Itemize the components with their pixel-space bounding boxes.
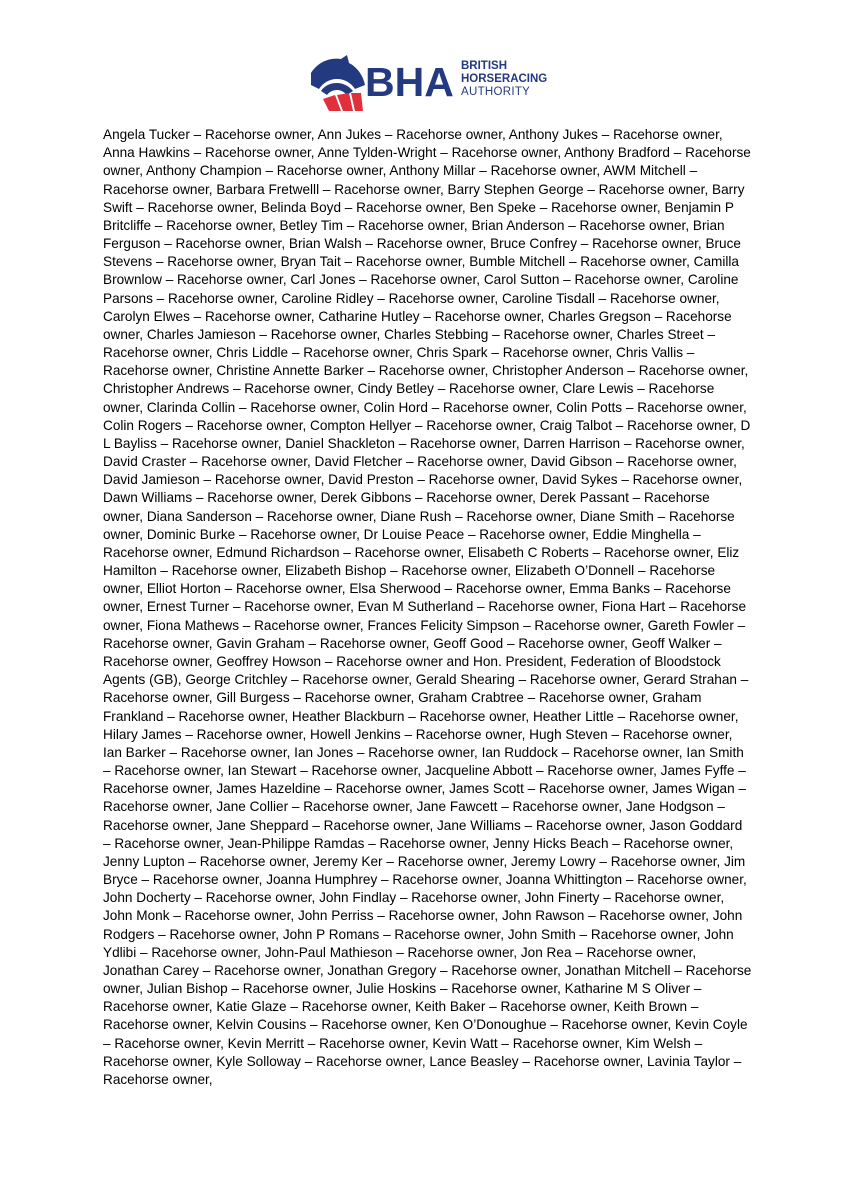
bha-logo xyxy=(307,55,547,111)
logo-line-authority: AUTHORITY xyxy=(461,86,531,98)
horse-head-icon xyxy=(307,55,371,111)
owners-list-paragraph: Angela Tucker – Racehorse owner, Ann Jukes – Racehorse owner, Anthony Jukes – Racehorse owner, Anna Hawkins – Racehorse owner, Anne Tylden-Wright – Racehorse owner, Anthony Bradford – Racehorse owner, Anthony Champion – Racehorse owner, Anthony Millar – Racehorse owner, AWM Mitchell – Racehorse owner, Barbara Fretwelll – Racehorse owner, Barry Stephen George – Racehorse owner, Barry Swift – Racehorse owner, Belinda Boyd – Racehorse owner, Ben Speke – Racehorse owner, Benjamin P Britcliffe – Racehorse owner, Betley Tim – Racehorse owner, Brian Anderson – Racehorse owner, Brian Ferguson – Racehorse owner, Brian Walsh – Racehorse owner, Bruce Confrey – Racehorse owner, Bruce Stevens – Racehorse owner, Bryan Tait – Racehorse owner, Bumble Mitchell – Racehorse owner, Camilla Brownlow – Racehorse owner, Carl Jones – Racehorse owner, Carol Sutton – Racehorse owner, Caroline Parsons – Racehorse owner, Caroline Ridley – Racehorse owner, Caroline Tisdall – Racehorse owner, Carolyn Elwes – Racehorse owner, Catharine Hutley – Racehorse owner, Charles Gregson – Racehorse owner, Charles Jamieson – Racehorse owner, Charles Stebbing – Racehorse owner, Charles Street – Racehorse owner, Chris Liddle – Racehorse owner, Chris Spark – Racehorse owner, Chris Vallis – Racehorse owner, Christine Annette Barker – Racehorse owner, Christopher Anderson – Racehorse owner, Christopher Andrews – Racehorse owner, Cindy Betley – Racehorse owner, Clare Lewis – Racehorse owner, Clarinda Collin – Racehorse owner, Colin Hord – Racehorse owner, Colin Potts – Racehorse owner, Colin Rogers – Racehorse owner, Compton Hellyer – Racehorse owner, Craig Talbot – Racehorse owner, D L Bayliss – Racehorse owner, Daniel Shackleton – Racehorse owner, Darren Harrison – Racehorse owner, David Craster – Racehorse owner, David Fletcher – Racehorse owner, David Gibson – Racehorse owner, David Jamieson – Racehorse owner, David Preston – Racehorse owner, David Sykes – Racehorse owner, Dawn Williams – Racehorse owner, Derek Gibbons – Racehorse owner, Derek Passant – Racehorse owner, Diana Sanderson – Racehorse owner, Diane Rush – Racehorse owner, Diane Smith – Racehorse owner, Dominic Burke – Racehorse owner, Dr Louise Peace – Racehorse owner, Eddie Minghella – Racehorse owner, Edmund Richardson – Racehorse owner, Elisabeth C Roberts – Racehorse owner, Eliz Hamilton – Racehorse owner, Elizabeth Bishop – Racehorse owner, Elizabeth O’Donnell – Racehorse owner, Elliot Horton – Racehorse owner, Elsa Sherwood – Racehorse owner, Emma Banks – Racehorse owner, Ernest Turner – Racehorse owner, Evan M Sutherland – Racehorse owner, Fiona Hart – Racehorse owner, Fiona Mathews – Racehorse owner, Frances Felicity Simpson – Racehorse owner, Gareth Fowler – Racehorse owner, Gavin Graham – Racehorse owner, Geoff Good – Racehorse owner, Geoff Walker – Racehorse owner, Geoffrey Howson – Racehorse owner and Hon. President, Federation of Bloodstock Agents (GB), George Critchley – Racehorse owner, Gerald Shearing – Racehorse owner, Gerard Strahan – Racehorse owner, Gill Burgess – Racehorse owner, Graham Crabtree – Racehorse owner, Graham Frankland – Racehorse owner, Heather Blackburn – Racehorse owner, Heather Little – Racehorse owner, Hilary James – Racehorse owner, Howell Jenkins – Racehorse owner, Hugh Steven – Racehorse owner, Ian Barker – Racehorse owner, Ian Jones – Racehorse owner, Ian Ruddock – Racehorse owner, Ian Smith – Racehorse owner, Ian Stewart – Racehorse owner, Jacqueline Abbott – Racehorse owner, James Fyffe – Racehorse owner, James Hazeldine – Racehorse owner, James Scott – Racehorse owner, James Wigan – Racehorse owner, Jane Collier – Racehorse owner, Jane Fawcett – Racehorse owner, Jane Hodgson – Racehorse owner, Jane Sheppard – Racehorse owner, Jane Williams – Racehorse owner, Jason Goddard – Racehorse owner, Jean-Philippe Ramdas – Racehorse owner, Jenny Hicks Beach – Racehorse owner, Jenny Lupton – Racehorse owner, Jeremy Ker – Racehorse owner, Jeremy Lowry – Racehorse owner, Jim Bryce – Racehorse owner, Joanna Humphrey – Racehorse owner, Joanna Whittington – Racehorse owner, John Docherty – Racehorse owner, John Findlay – Racehorse owner, John Finerty – Racehorse owner, John Monk – Racehorse owner, John Perriss – Racehorse owner, John Rawson – Racehorse owner, John Rodgers – Racehorse owner, John P Romans – Racehorse owner, John Smith – Racehorse owner, John Ydlibi – Racehorse owner, John-Paul Mathieson – Racehorse owner, Jon Rea – Racehorse owner, Jonathan Carey – Racehorse owner, Jonathan Gregory – Racehorse owner, Jonathan Mitchell – Racehorse owner, Julian Bishop – Racehorse owner, Julie Hoskins – Racehorse owner, Katharine M S Oliver – Racehorse owner, Katie Glaze – Racehorse owner, Keith Baker – Racehorse owner, Keith Brown – Racehorse owner, Kelvin Cousins – Racehorse owner, Ken O’Donoughue – Racehorse owner, Kevin Coyle – Racehorse owner, Kevin Merritt – Racehorse owner, Kevin Watt – Racehorse owner, Kim Welsh – Racehorse owner, Kyle Solloway – Racehorse owner, Lance Beasley – Racehorse owner, Lavinia Taylor – Racehorse owner, xyxy=(103,127,752,1087)
logo-abbreviation: BHA xyxy=(365,59,454,105)
logo-wordmark xyxy=(461,60,547,99)
logo-line-british: BRITISH xyxy=(461,60,507,72)
logo-line-horseracing: HORSERACING xyxy=(461,73,548,85)
